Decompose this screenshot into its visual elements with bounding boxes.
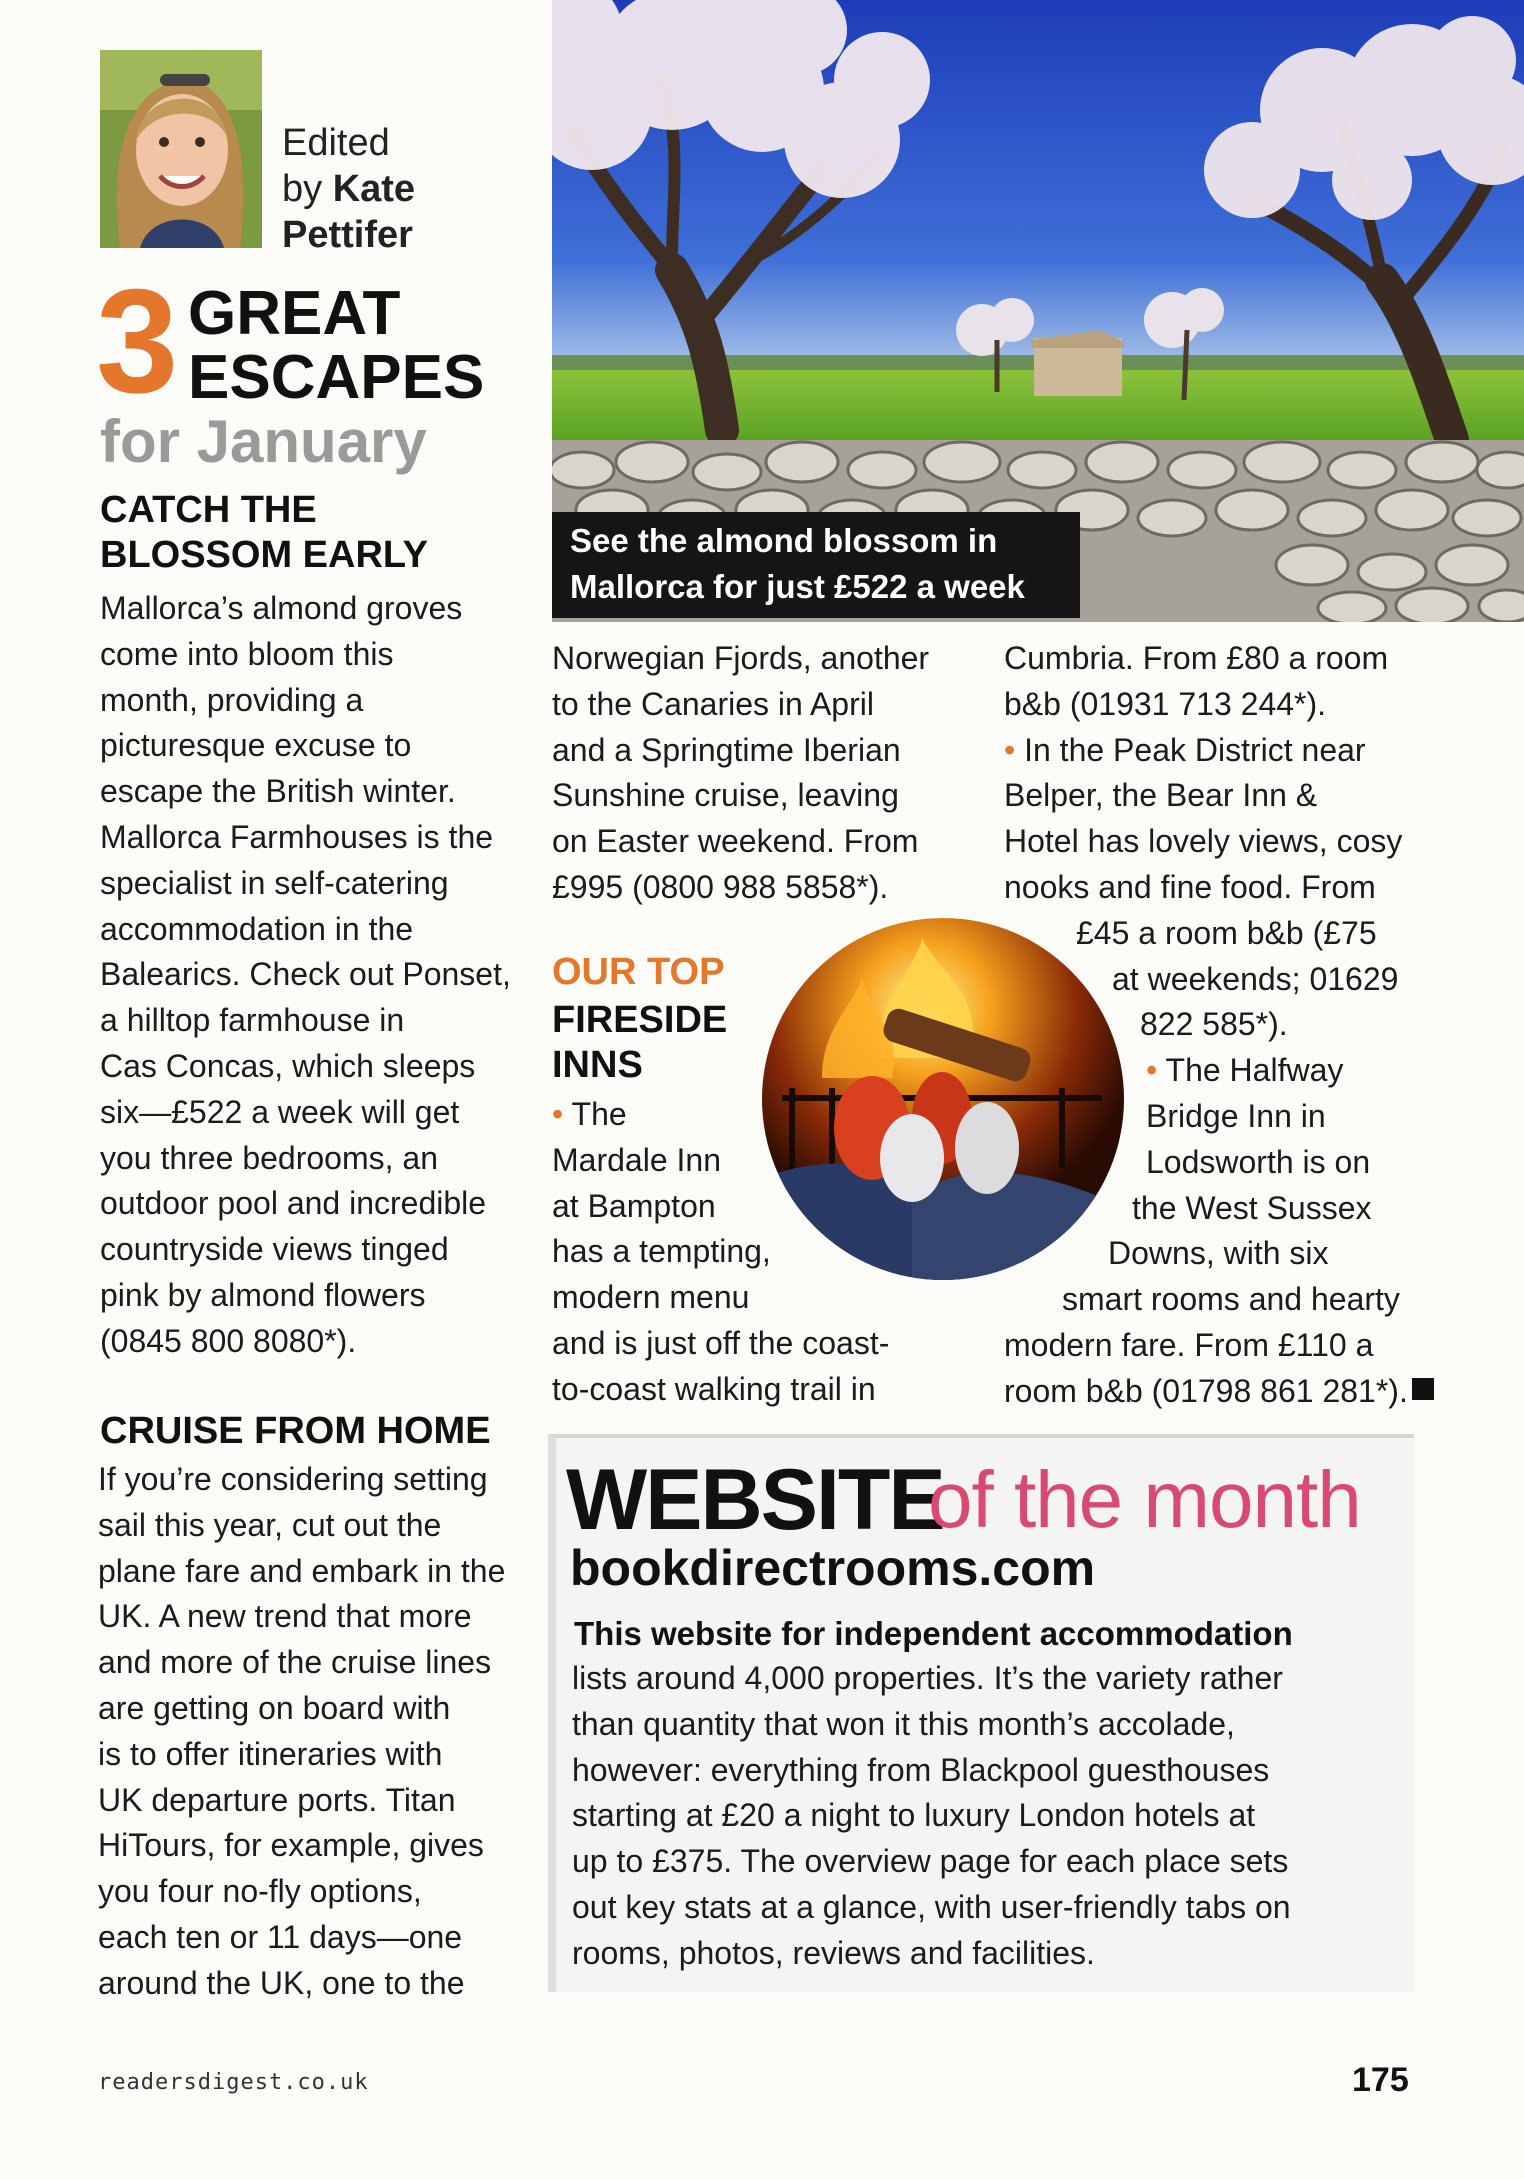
inns-body-right — [1004, 636, 1408, 1415]
inns-right-line-text: the West Sussex — [1132, 1189, 1372, 1226]
inns-right-line-text: Lodsworth is on — [1146, 1143, 1371, 1180]
website-title-accent: of the month — [928, 1455, 1361, 1544]
inns-right-line — [1004, 773, 1408, 819]
inns-right-line — [1004, 1277, 1408, 1323]
inns-right-line-text: £45 a room b&b (£75 — [1076, 914, 1377, 951]
website-body-text: lists around 4,000 properties. It’s the variety rather than quantity that won it this month’s accolade, however: everything from Blackpool guesthouses starting at £20 a night to luxury London hotels at up to £375. The overview page for each place sets out key stats at a glance, with user-friendly tabs on rooms, photos, reviews and facilities. — [572, 1660, 1291, 1971]
inns-right-line-text: Belper, the Bear Inn & — [1004, 777, 1318, 814]
inns-right-line-text: Cumbria. From £80 a room — [1004, 640, 1389, 676]
blossom-heading — [100, 488, 428, 578]
editor-credit — [282, 120, 415, 258]
bullet-marker: • — [1004, 731, 1016, 768]
inns-right-line-text: nooks and fine food. From — [1004, 868, 1376, 905]
inns-right-line — [1004, 728, 1408, 774]
inns-right-line — [1004, 1231, 1408, 1277]
by-label: by — [282, 168, 333, 210]
inns-heading — [552, 998, 727, 1088]
hero-caption-line-1: See the almond blossom in — [570, 522, 998, 559]
headline-for-january: for January — [100, 408, 427, 475]
inns-right-line — [1004, 865, 1408, 911]
footer-site-url: readersdigest.co.uk — [98, 2070, 369, 2095]
inns-right-line — [1004, 957, 1408, 1003]
editor-last-name: Pettifer — [282, 214, 413, 256]
editor-first-name: Kate — [332, 168, 416, 210]
hero-caption-line-2: Mallorca for just £522 a week — [570, 568, 1025, 605]
inns-right-line — [1004, 1048, 1408, 1094]
inns-heading-accent: OUR TOP — [552, 951, 725, 993]
inns-right-line-text: 822 585*). — [1140, 1006, 1288, 1043]
inns-right-line — [1004, 1094, 1408, 1140]
blossom-heading-line-1: CATCH THE — [100, 489, 317, 531]
inns-right-line — [1004, 682, 1408, 728]
inns-right-line-text: In the Peak District near — [1015, 731, 1366, 768]
bullet-marker: • — [552, 1096, 564, 1132]
headline-escapes: ESCAPES — [188, 343, 485, 412]
hero-caption — [552, 512, 1080, 618]
edited-label: Edited — [282, 122, 390, 164]
inns-heading-line-3: INNS — [552, 1044, 643, 1086]
website-url: bookdirectrooms.com — [570, 1540, 1096, 1596]
inns-heading-line-2: FIRESIDE — [552, 999, 728, 1041]
inns-right-line-text: Hotel has lovely views, cosy — [1004, 823, 1403, 860]
page-number: 175 — [1352, 2061, 1409, 2099]
headline-number: 3 — [96, 259, 175, 424]
editor-portrait — [100, 50, 262, 248]
website-title: WEBSITE — [566, 1452, 944, 1548]
inns-right-line — [1004, 1186, 1408, 1232]
cruise-body-continued: Norwegian Fjords, another to the Canaries in April and a Springtime Iberian Sunshine cruise, leaving on Easter weekend. From £995 (0800 988 5858*). — [552, 640, 930, 905]
inns-right-line-text: The Halfway — [1157, 1052, 1344, 1089]
website-lead: This website for independent accommodation — [574, 1615, 1293, 1652]
cruise-heading: CRUISE FROM HOME — [100, 1410, 491, 1452]
inns-right-line — [1004, 1323, 1408, 1369]
inns-right-line-text: at weekends; 01629 — [1112, 960, 1399, 997]
inns-right-line-text: smart rooms and hearty — [1062, 1281, 1400, 1318]
inns-right-line-text: b&b (01931 713 244*). — [1004, 685, 1327, 722]
editor-byline — [282, 166, 415, 212]
inns-right-line — [1004, 1369, 1408, 1415]
inns-body-mid-text: Mardale Inn at Bampton has a tempting, modern menu and is just off the coast- to-coast walking trail in — [552, 1141, 890, 1407]
inns-right-line — [1004, 636, 1408, 682]
blossom-body-text: Mallorca’s almond groves come into bloom this month, providing a picturesque excuse to escape the British winter. Mallorca Farmhouses is the specialist in self-catering accommodation in the Balearics. Check out Ponset, a hilltop farmhouse in Cas Concas, which sleeps six—£522 a week will get you three bedrooms, an outdoor pool and incredible countryside views tinged pink by almond flowers (0845 800 8080*). — [100, 590, 511, 1359]
inns-right-line-text: Downs, with six — [1108, 1235, 1329, 1272]
inns-right-line-text: modern fare. From £110 a — [1004, 1326, 1374, 1363]
inns-first-line-text: The — [563, 1096, 627, 1132]
cruise-body-text: If you’re considering setting sail this year, cut out the plane fare and embark in the UK. A new trend that more and more of the cruise lines are getting on board with is to offer itineraries with UK departure ports. Titan HiTours, for example, gives you four no-fly options, each ten or 11 days—one around the UK, one to the — [98, 1461, 506, 2001]
headline-great: GREAT — [188, 279, 401, 348]
inns-right-line-text: room b&b (01798 861 281*). — [1004, 1372, 1408, 1409]
inns-right-line — [1004, 1002, 1408, 1048]
bullet-marker: • — [1146, 1052, 1158, 1089]
inns-right-line — [1004, 1140, 1408, 1186]
blossom-heading-line-2: BLOSSOM EARLY — [100, 534, 428, 576]
end-of-article-mark — [1412, 1378, 1434, 1400]
inns-right-line — [1004, 911, 1408, 957]
inns-right-line-text: Bridge Inn in — [1146, 1097, 1326, 1134]
inns-right-line — [1004, 819, 1408, 865]
